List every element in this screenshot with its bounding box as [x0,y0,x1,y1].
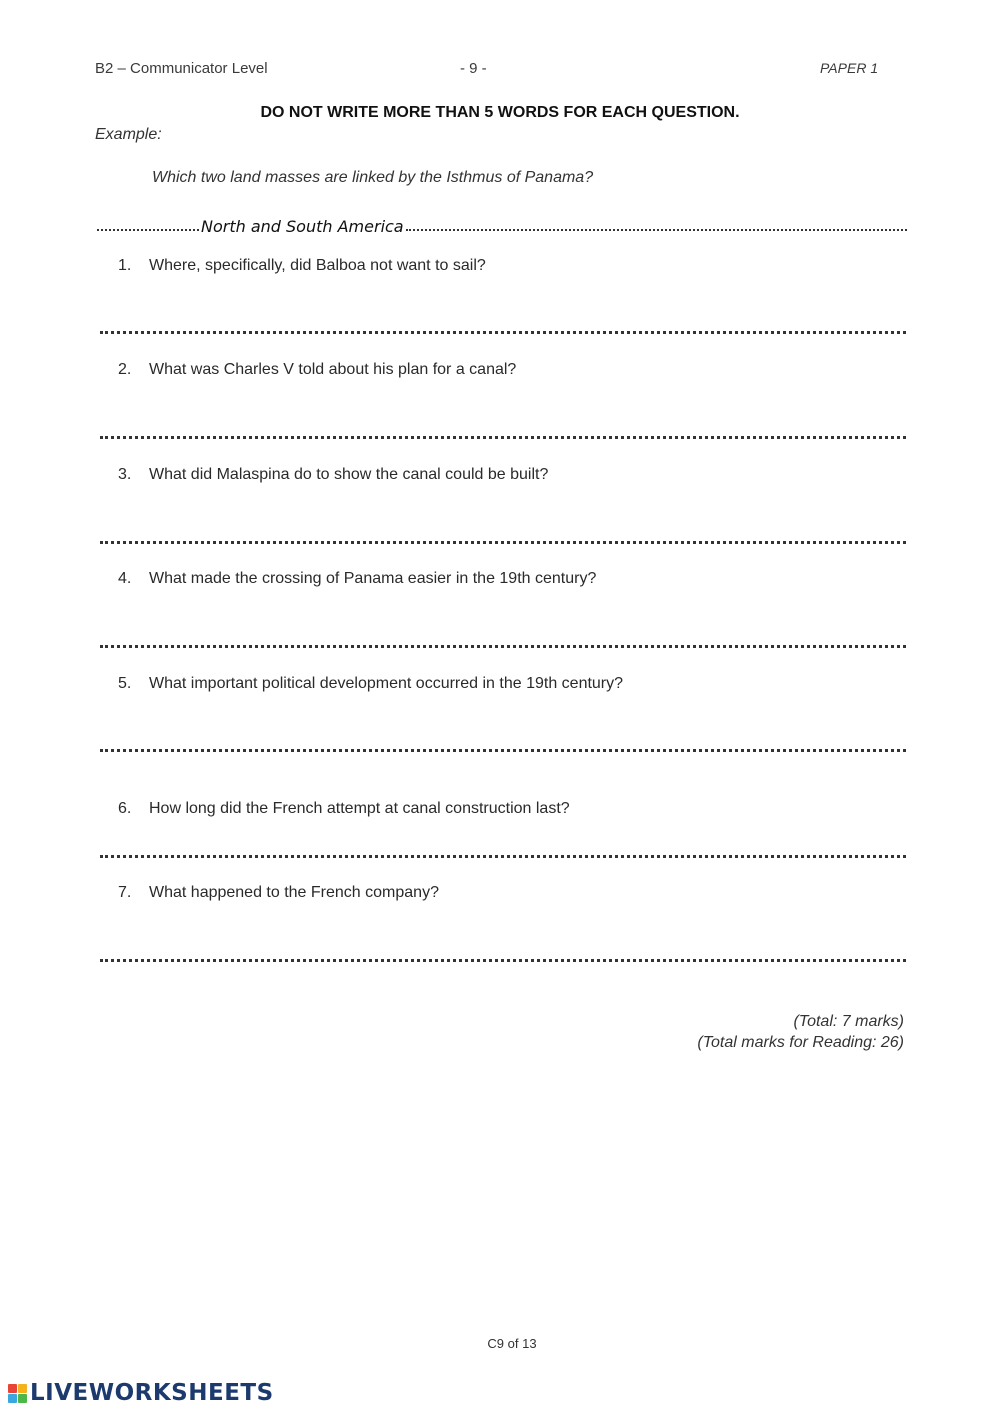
question-text: What important political development occurred in the 19th century? [149,675,624,692]
answer-line-3[interactable] [100,541,906,544]
question-3 [118,466,548,484]
example-answer-line [97,212,907,236]
question-7 [118,884,439,902]
question-4 [118,570,596,588]
answer-line-4[interactable] [100,645,906,648]
logo-square [18,1384,27,1393]
question-number: 7. [118,884,132,901]
question-number: 6. [118,800,132,817]
example-label: Example: [95,126,162,143]
section-total: (Total: 7 marks) [793,1013,904,1030]
brand-name: LIVEWORKSHEETS [30,1380,274,1406]
header-paper: PAPER 1 [820,60,879,76]
liveworksheets-logo-icon [8,1384,27,1403]
question-text: What was Charles V told about his plan for a canal? [149,361,517,378]
example-question: Which two land masses are linked by the Isthmus of Panama? [152,169,594,186]
question-5 [118,675,623,693]
question-6 [118,800,570,818]
logo-square [8,1394,17,1403]
page-counter: C9 of 13 [487,1336,537,1351]
answer-line-5[interactable] [100,749,906,752]
dotted-leader [406,229,907,231]
question-text: How long did the French attempt at canal construction last? [149,800,570,817]
question-number: 1. [118,257,132,274]
dotted-leader [97,229,199,231]
question-text: What did Malaspina do to show the canal could be built? [149,466,549,483]
header-page-number: - 9 - [460,60,487,77]
question-1 [118,257,486,275]
answer-line-1[interactable] [100,331,906,334]
question-number: 5. [118,675,132,692]
instruction: DO NOT WRITE MORE THAN 5 WORDS FOR EACH QUESTION. [260,104,740,121]
question-number: 2. [118,361,132,378]
totals [697,1011,904,1053]
logo-square [18,1394,27,1403]
liveworksheets-brand[interactable] [8,1380,274,1406]
example-answer: North and South America [201,217,404,236]
question-text: Where, specifically, did Balboa not want to sail? [149,257,486,274]
header-level: B2 – Communicator Level [95,60,268,77]
question-number: 4. [118,570,132,587]
reading-total: (Total marks for Reading: 26) [697,1034,904,1051]
answer-line-6[interactable] [100,855,906,858]
question-number: 3. [118,466,132,483]
question-text: What made the crossing of Panama easier in the 19th century? [149,570,597,587]
question-2 [118,361,516,379]
answer-line-7[interactable] [100,959,906,962]
answer-line-2[interactable] [100,436,906,439]
question-text: What happened to the French company? [149,884,439,901]
logo-square [8,1384,17,1393]
